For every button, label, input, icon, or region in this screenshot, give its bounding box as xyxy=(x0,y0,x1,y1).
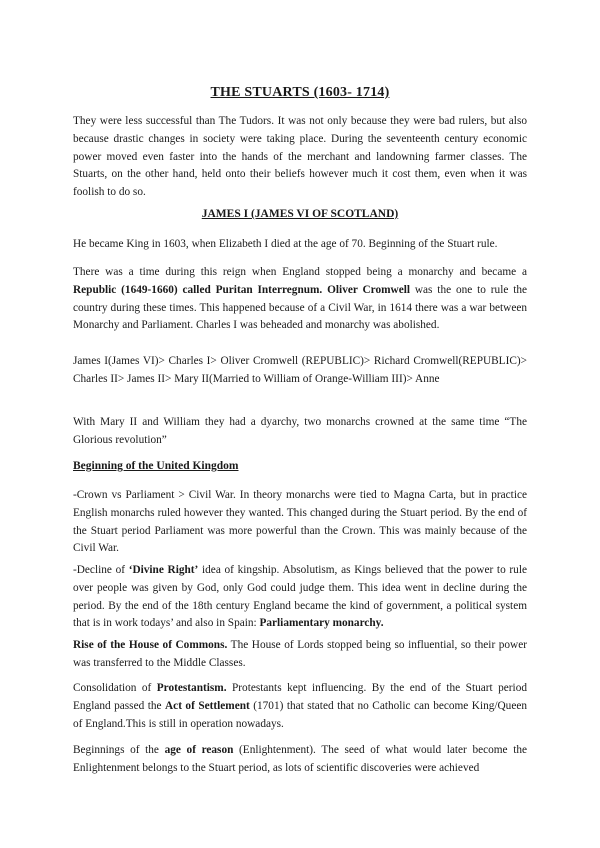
intro-paragraph: They were less successful than The Tudors. It was not only because they were bad rulers, but also because drastic changes in society were taking place. During the seventeenth century economic power moved even faster into the hands of the merchant and landowning farmer classes. The Stuarts, on the other hand, held onto their beliefs however much it cost them, even when it was foolish to do so. xyxy=(73,115,527,199)
paragraph-crown: -Crown vs Parliament > Civil War. In theory monarchs were tied to Magna Carta, but in practice English monarchs ruled however they wanted. This changed during the Stuart period. By the end of the Stuart period Parliament was more powerful than the Crown. This was mainly because of the Civil War. xyxy=(73,489,527,555)
paragraph-reason: Beginnings of the age of reason (Enlightenment). The seed of what would later become the Enlightenment belongs to the Stuart period, as lots of scientific discoveries were achieved xyxy=(73,744,528,774)
paragraph-king: He became King in 1603, when Elizabeth I died at the age of 70. Beginning of the Stuart rule. xyxy=(73,238,498,250)
paragraph-divine-right: -Decline of ‘Divine Right’ idea of kingship. Absolutism, as Kings believed that the power to rule over people was given by God, only God could judge them. This idea went in decline during the period. By the end of the 18th century England became the kind of government, a political system that is in work todays’ and also in Spain: Parliamentary monarchy. xyxy=(73,564,527,630)
section-subtitle: JAMES I (JAMES VI OF SCOTLAND) xyxy=(201,208,399,220)
paragraph-commons: Rise of the House of Commons. The House of Lords stopped being so influential, so their power was transferred to the Middle Classes. xyxy=(73,639,527,669)
paragraph-succession: James I(James VI)> Charles I> Oliver Cromwell (REPUBLIC)> Richard Cromwell(REPUBLIC)> Charles II> James II> Mary II(Married to William of Orange-William III)> Anne xyxy=(73,355,527,385)
paragraph-protestantism: Consolidation of Protestantism. Protestants kept influencing. By the end of the Stuart period England passed the Act of Settlement (1701) that stated that no Catholic can become King/Queen of England.This is still in operation nowadays. xyxy=(73,682,528,730)
paragraph-republic: There was a time during this reign when England stopped being a monarchy and became a Republic (1649-1660) called Puritan Interregnum. Oliver Cromwell was the one to rule the country during these times. This happened because of a Civil War, in 1614 there was a war between Monarchy and Parliament. Charles I was beheaded and monarchy was abolished. xyxy=(73,266,528,332)
paragraph-dyarchy: With Mary II and William they had a dyarchy, two monarchs crowned at the same time “The Glorious revolution” xyxy=(73,416,527,446)
heading-united-kingdom: Beginning of the United Kingdom xyxy=(73,460,239,472)
page-title: THE STUARTS (1603- 1714) xyxy=(210,85,390,100)
